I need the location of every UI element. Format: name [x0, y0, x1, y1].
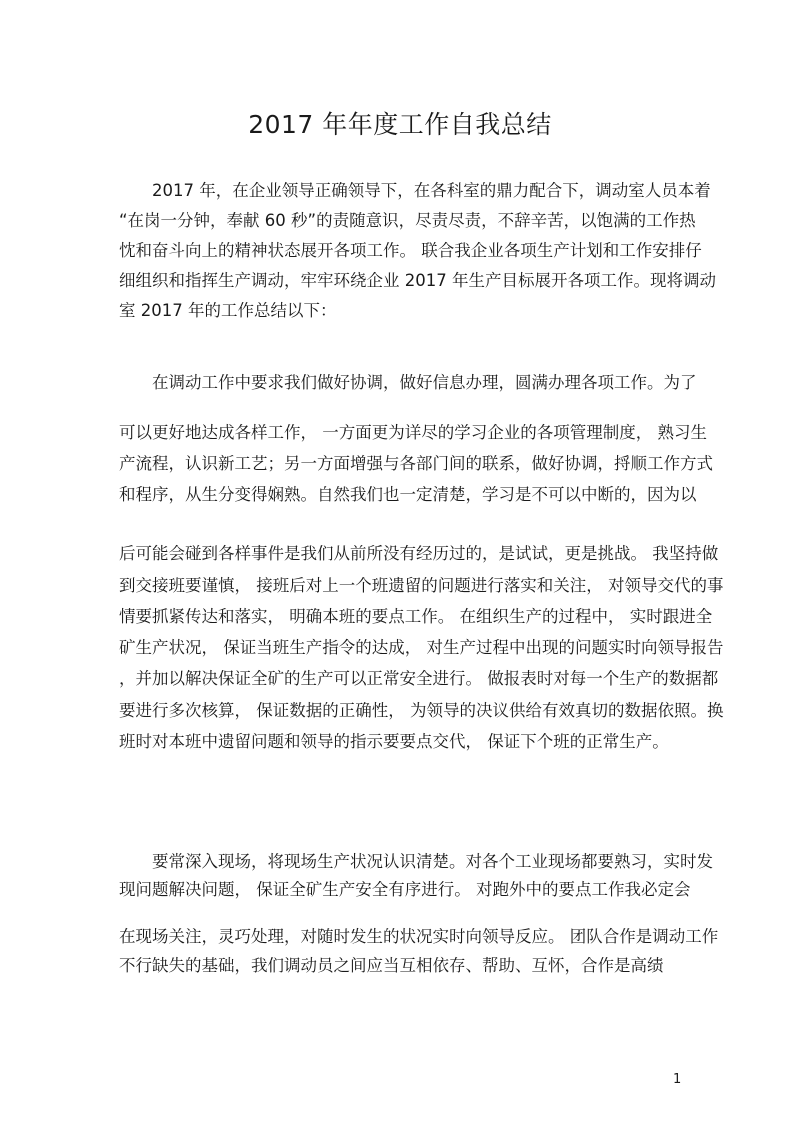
paragraph-3-line-2: 现问题解决问题， 保证全矿生产安全有序进行。 对跑外中的要点工作我必定会	[119, 880, 691, 899]
paragraph-2-line-1: 在调动工作中要求我们做好协调，做好信息办理，圆满办理各项工作。为了	[152, 373, 697, 392]
paragraph-3-line-4: 不行缺失的基础，我们调动员之间应当互相依存、帮助、互怀，合作是高绩	[119, 956, 664, 975]
paragraph-2-line-4: 和程序，从生分变得娴熟。自然我们也一定清楚，学习是不可以中断的，因为以	[119, 485, 697, 504]
paragraph-2-line-8: 矿生产状况， 保证当班生产指令的达成， 对生产过程中出现的问题实时向领导报告	[119, 638, 724, 657]
page-number: 1	[673, 1072, 682, 1087]
paragraph-2-line-9: ，并加以解决保证全矿的生产可以正常安全进行。 做报表时对每一个生产的数据都	[119, 669, 719, 688]
paragraph-1-line-2: “在岗一分钟，奉献 60 秒”的责随意识，尽责尽责，不辞辛苦，以饱满的工作热	[119, 211, 696, 230]
paragraph-3-line-1: 要常深入现场，将现场生产状况认识清楚。对各个工业现场都要熟习，实时发	[152, 852, 713, 871]
paragraph-1-line-5: 室 2017 年的工作总结以下：	[119, 301, 337, 320]
paragraph-1-line-3: 忱和奋斗向上的精神状态展开各项工作。 联合我企业各项生产计划和工作安排仔	[119, 241, 702, 260]
paragraph-2-line-11: 班时对本班中遗留问题和领导的指示要要点交代， 保证下个班的正常生产。	[119, 732, 669, 751]
paragraph-2-line-5: 后可能会碰到各样事件是我们从前所没有经历过的，是试试，更是挑战。 我坚持做	[119, 544, 719, 563]
paragraph-3-line-3: 在现场关注，灵巧处理，对随时发生的状况实时向领导反应。 团队合作是调动工作	[119, 927, 719, 946]
paragraph-1-line-1: 2017 年，在企业领导正确领导下，在各科室的鼎力配合下，调动室人员本着	[152, 181, 711, 200]
document-title: 2017 年年度工作自我总结	[248, 110, 552, 139]
paragraph-1-line-4: 细组织和指挥生产调动，牢牢环绕企业 2017 年生产目标展开各项工作。现将调动	[119, 271, 716, 290]
paragraph-2-line-10: 要进行多次核算， 保证数据的正确性， 为领导的决议供给有效真切的数据依照。换	[119, 701, 724, 720]
paragraph-2-line-2: 可以更好地达成各样工作， 一方面更为详尽的学习企业的各项管理制度， 熟习生	[119, 423, 707, 442]
paragraph-2-line-7: 情要抓紧传达和落实， 明确本班的要点工作。 在组织生产的过程中， 实时跟进全	[119, 607, 713, 626]
paragraph-2-line-3: 产流程，认识新工艺；另一方面增强与各部门间的联系，做好协调，捋顺工作方式	[119, 454, 713, 473]
paragraph-2-line-6: 到交接班要谨慎， 接班后对上一个班遗留的问题进行落实和关注， 对领导交代的事	[119, 576, 724, 595]
